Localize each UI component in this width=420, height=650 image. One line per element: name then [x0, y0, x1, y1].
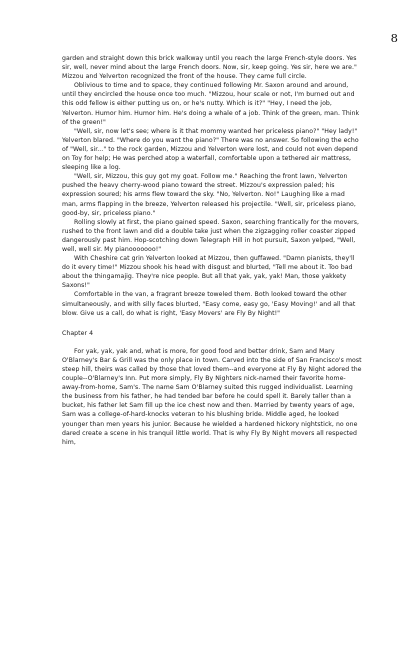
paragraph: Rolling slowly at first, the piano gained speed. Saxon, searching frantically for the movers, rushed to the front lawn and did a double take just when the zigzagging roller coaster zipped dangerously past him. Hop-scotching down Telegraph Hill in hot pursuit, Saxon yelped, "Well, well, well sir. My pianooooooo!" — [62, 218, 360, 253]
page-number: 8 — [390, 31, 398, 45]
paragraphs-before-chapter — [62, 54, 362, 318]
paragraph: garden and straight down this brick walkway until you reach the large French-style doors. Yes sir, well, never mind about the large French doors. Now, sir, keep going. Yes sir, here we are." Mizzou and Yelverton recognized the front of the house. They came full circle. — [62, 55, 357, 81]
paragraph: Comfortable in the van, a fragrant breeze toweled them. Both looked toward the other simultaneously, and with silly faces blurted, "Easy come, easy go, 'Easy Moving!' and all that blow. Give us a call, do what is right, 'Easy Movers' are Fly By Night!" — [62, 291, 356, 317]
paragraph: With Cheshire cat grin Yelverton looked at Mizzou, then guffawed. "Damn pianists, they'll do it every time!" Mizzou shook his head with disgust and blurted, "Tell me about it. Too bad about the thingamajig. They're nice people. But all that yak, yak, yak! Man, those yakkety Saxons!" — [62, 255, 355, 290]
paragraph: For yak, yak, yak and, what is more, for good food and better drink, Sam and Mary O'Blarney's Bar & Grill was the only place in town. Carved into the side of San Francisco's most steep hill, theirs was called by those that loved them--and everyone at Fly By Night adored the couple--O'Blarney's Inn. Put more simply, Fly By Nighters nick-named their favorite home-away-from-home, Sam's. The name Sam O'Blarney suited this rugged individualist. Learning the business from his father, he had tended bar before he could spell it. Barely taller than a bucket, his father let Sam fill up the ice chest now and then. Married by twenty years of age, Sam was a college-of-hard-knocks veteran to his blushing bride. Middle aged, he looked younger than men years his junior. Because he wielded a hardened hickory nightstick, no one dared create a scene in his tranquil little world. That is why Fly By Night movers all respected him, — [62, 347, 362, 446]
paragraph: "Well, sir, Mizzou, this guy got my goat. Follow me." Reaching the front lawn, Yelverton pushed the heavy cherry-wood piano toward the street. Mizzou's expression paled; his expression soured; his arms flew toward the sky. "No, Yelverton. No!" Laughing like a mad man, arms flapping in the breeze, Yelverton released his projectile. "Well, sir, priceless piano, good-by, sir, priceless piano." — [62, 173, 356, 217]
paragraph: Oblivious to time and to space, they continued following Mr. Saxon around and around, until they encircled the house once too much. "Mizzou, hour scale or not, I'm burned out and this odd fellow is either putting us on, or he's nutty. Which is it?" "Hey, I need the job, Yelverton. Humor him. Humor him. He's doing a whale of a job. Think of the green, man. Think of the green!" — [62, 82, 360, 126]
paragraphs-after-chapter — [62, 347, 362, 447]
body-text — [62, 54, 362, 447]
chapter-heading: Chapter 4 — [62, 329, 94, 337]
paragraph: "Well, sir, now let's see; where is it that mommy wanted her priceless piano?" "Hey lady!" Yelverton blared. "Where do you want the piano?" There was no answer. So following the echo of "Well, sir..." to the rock garden, Mizzou and Yelverton were lost, and could not even depend on Toy for help; He was perched atop a waterfall, comfortable upon a tethered air mattress, sleeping like a log. — [62, 127, 359, 172]
